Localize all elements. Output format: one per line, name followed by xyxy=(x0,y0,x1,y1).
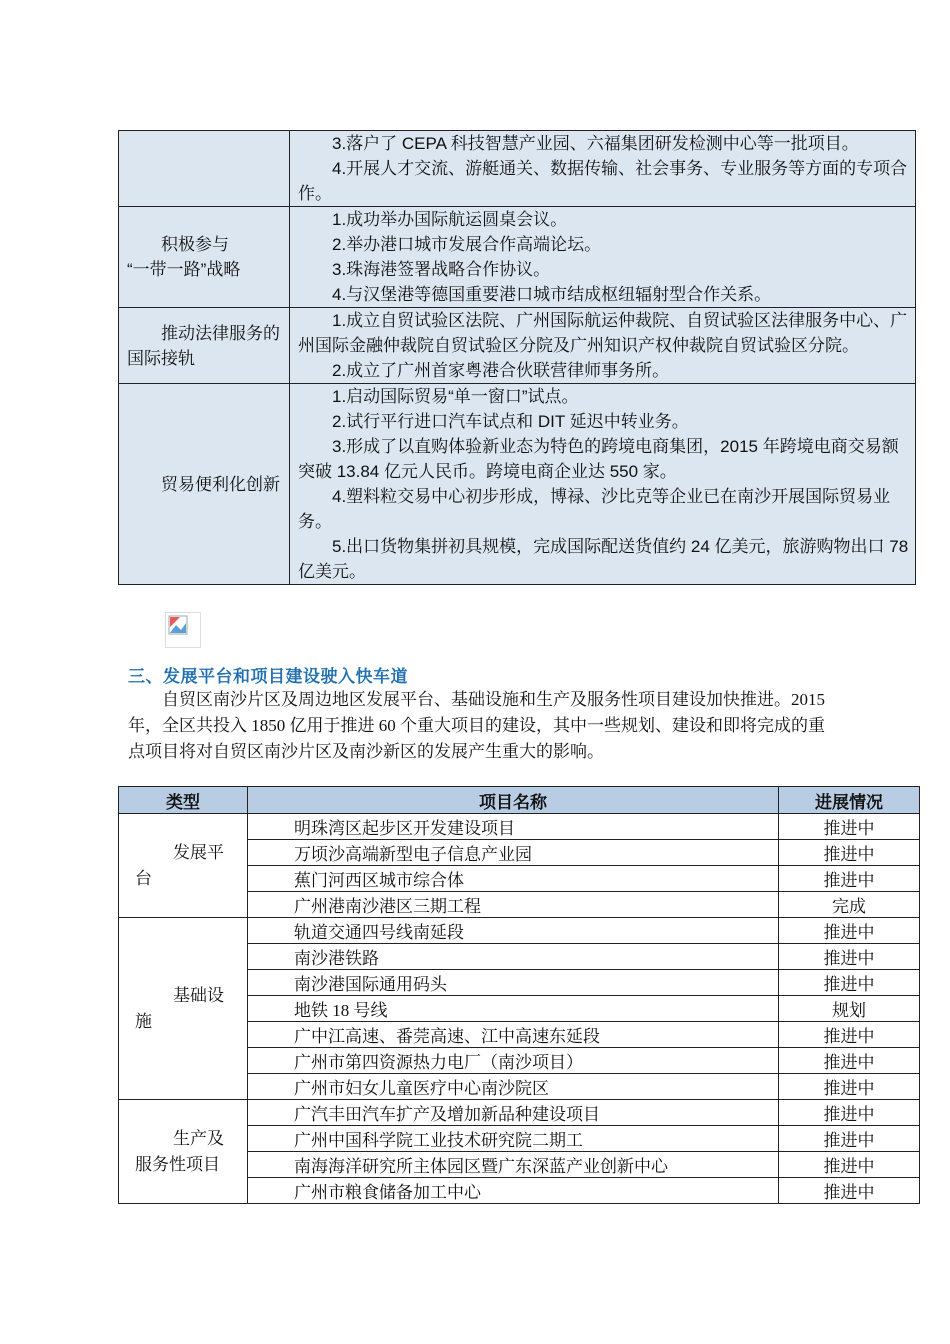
progress-cell: 完成 xyxy=(779,892,920,918)
broken-image-icon xyxy=(165,612,201,648)
progress-cell: 推进中 xyxy=(779,866,920,892)
section-paragraph: 自贸区南沙片区及周边地区发展平台、基础设施和生产及服务性项目建设加快推进。2015 年，全区共投入 1850 亿用于推进 60 个重大项目的建设，其中一些规划、建设和即将完成的重点项目将对自贸区南沙片区及南沙新区的发展产生重大的影响。 xyxy=(128,690,825,761)
progress-cell: 推进中 xyxy=(779,1048,920,1074)
category-cell xyxy=(119,1100,248,1204)
header-type: 类型 xyxy=(119,787,248,814)
list-item: 3.珠海港签署战略合作协议。 xyxy=(332,260,551,279)
list-item: 2.试行平行进口汽车试点和 DIT 延迟中转业务。 xyxy=(332,412,689,431)
project-name-cell: 广中江高速、番莞高速、江中高速东延段 xyxy=(248,1022,779,1048)
row-content xyxy=(290,308,916,384)
progress-cell: 推进中 xyxy=(779,1100,920,1126)
project-name-cell: 南沙港国际通用码头 xyxy=(248,970,779,996)
progress-cell: 推进中 xyxy=(779,1074,920,1100)
progress-cell: 推进中 xyxy=(779,814,920,840)
progress-cell: 推进中 xyxy=(779,1178,920,1204)
progress-cell: 推进中 xyxy=(779,1022,920,1048)
row-content xyxy=(290,207,916,308)
category-cell xyxy=(119,918,248,1100)
list-item: 2.举办港口城市发展合作高端论坛。 xyxy=(332,235,602,254)
category-line: 施 xyxy=(135,1011,152,1031)
row-label xyxy=(119,308,290,384)
section-heading: 三、发展平台和项目建设驶入快车道 xyxy=(128,667,408,686)
row-label-line: “一带一路”战略 xyxy=(127,260,241,279)
project-table xyxy=(118,786,920,1204)
category-line: 基础设 xyxy=(173,985,224,1005)
list-item: 4.开展人才交流、游艇通关、数据传输、社会事务、专业服务等方面的专项合作。 xyxy=(298,159,908,203)
header-project-name: 项目名称 xyxy=(248,787,779,814)
list-item: 1.成立自贸试验区法院、广州国际航运仲裁院、自贸试验区法律服务中心、广州国际金融仲裁院自贸试验区分院及广州知识产权仲裁院自贸试验区分院。 xyxy=(298,311,908,355)
progress-cell: 推进中 xyxy=(779,840,920,866)
progress-cell: 推进中 xyxy=(779,1152,920,1178)
project-name-cell: 南海海洋研究所主体园区暨广东深蓝产业创新中心 xyxy=(248,1152,779,1178)
project-name-cell: 南沙港铁路 xyxy=(248,944,779,970)
row-content xyxy=(290,131,916,207)
list-item: 1.成功举办国际航运圆桌会议。 xyxy=(332,210,568,229)
table-row xyxy=(119,207,916,308)
project-name-cell: 万顷沙高端新型电子信息产业园 xyxy=(248,840,779,866)
project-name-cell: 明珠湾区起步区开发建设项目 xyxy=(248,814,779,840)
project-name-cell: 广州市粮食储备加工中心 xyxy=(248,1178,779,1204)
header-progress: 进展情况 xyxy=(779,787,920,814)
project-name-cell: 轨道交通四号线南延段 xyxy=(248,918,779,944)
table-row xyxy=(119,131,916,207)
category-cell xyxy=(119,814,248,918)
progress-cell: 推进中 xyxy=(779,1126,920,1152)
list-item: 4.与汉堡港等德国重要港口城市结成枢纽辐射型合作关系。 xyxy=(332,285,772,304)
progress-cell: 推进中 xyxy=(779,970,920,996)
row-label xyxy=(119,207,290,308)
table-header-row xyxy=(119,787,920,814)
project-name-cell: 广州中国科学院工业技术研究院二期工 xyxy=(248,1126,779,1152)
category-line: 服务性项目 xyxy=(135,1154,220,1174)
progress-cell: 规划 xyxy=(779,996,920,1022)
list-item: 4.塑料粒交易中心初步形成，博禄、沙比克等企业已在南沙开展国际贸易业务。 xyxy=(298,487,891,531)
progress-cell: 推进中 xyxy=(779,944,920,970)
achievements-table xyxy=(118,130,916,585)
row-label-line: 贸易便利化创新 xyxy=(161,474,280,494)
project-name-cell: 地铁 18 号线 xyxy=(248,996,779,1022)
list-item: 1.启动国际贸易“单一窗口”试点。 xyxy=(332,387,579,406)
project-name-cell: 广州市妇女儿童医疗中心南沙院区 xyxy=(248,1074,779,1100)
row-label-line: 推动法律服务的国际接轨 xyxy=(127,323,280,368)
list-item: 2.成立了广州首家粤港合伙联营律师事务所。 xyxy=(332,361,670,380)
category-line: 发展平 xyxy=(173,842,224,862)
progress-cell: 推进中 xyxy=(779,918,920,944)
project-name-cell: 蕉门河西区城市综合体 xyxy=(248,866,779,892)
list-item: 3.形成了以直购体验新业态为特色的跨境电商集团，2015 年跨境电商交易额突破 13.84 亿元人民币。跨境电商企业达 550 家。 xyxy=(298,437,899,481)
row-content xyxy=(290,384,916,585)
project-name-cell: 广汽丰田汽车扩产及增加新品种建设项目 xyxy=(248,1100,779,1126)
list-item: 5.出口货物集拼初具规模，完成国际配送货值约 24 亿美元，旅游购物出口 78 亿美元。 xyxy=(298,537,909,581)
category-line: 台 xyxy=(135,868,152,888)
row-label xyxy=(119,131,290,207)
project-name-cell: 广州市第四资源热力电厂（南沙项目） xyxy=(248,1048,779,1074)
project-name-cell: 广州港南沙港区三期工程 xyxy=(248,892,779,918)
table-row xyxy=(119,918,920,944)
table-row xyxy=(119,384,916,585)
table-row xyxy=(119,814,920,840)
row-label-line: 积极参与 xyxy=(161,235,229,254)
list-item: 3.落户了 CEPA 科技智慧产业园、六福集团研发检测中心等一批项目。 xyxy=(332,134,859,153)
row-label xyxy=(119,384,290,585)
table-row xyxy=(119,308,916,384)
category-line: 生产及 xyxy=(173,1128,224,1148)
table-row xyxy=(119,1100,920,1126)
